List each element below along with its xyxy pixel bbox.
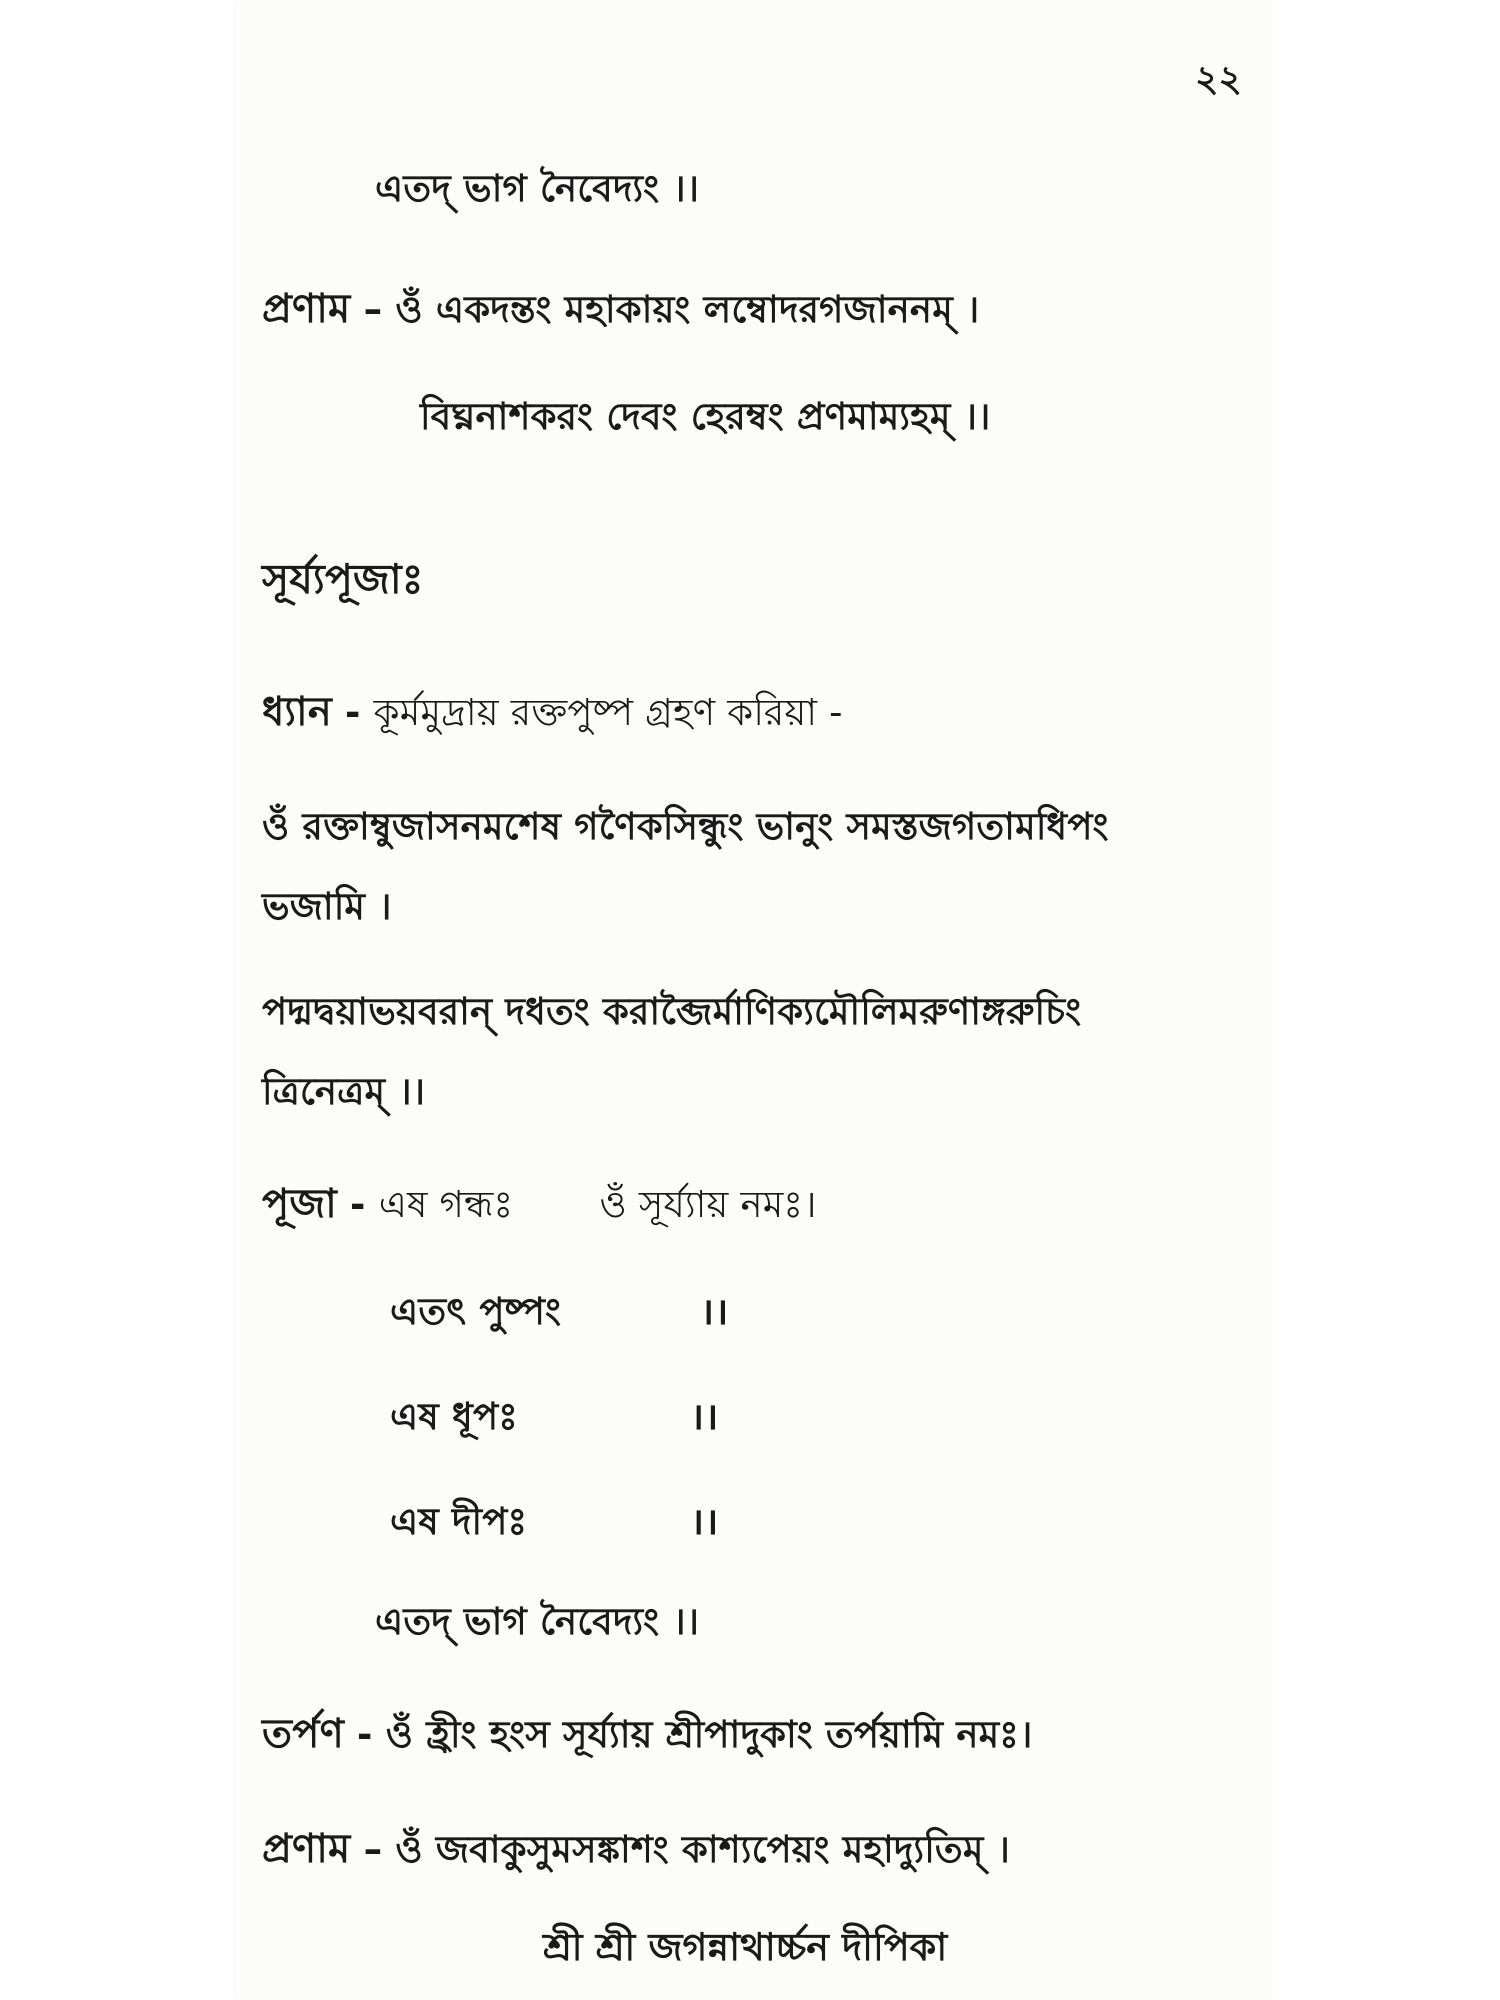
pranam-label: প্রণাম: [262, 286, 351, 332]
section-heading-surya-puja: সূর্য্যপূজাঃ: [262, 555, 424, 603]
puja-line: [262, 1180, 817, 1228]
dhyan-label: ধ্যান: [262, 689, 332, 735]
dash: –: [363, 1828, 383, 1871]
dhyan-mantra-line-2: ভজামি ।: [262, 885, 392, 928]
naivedya-line-1: এতদ্ ভাগ নৈবেদ্যং ।।: [375, 167, 700, 210]
pranam-line-2: বিঘ্ননাশকরং দেবং হেরম্বং প্রণমাম্যহম্ ।।: [420, 395, 991, 438]
tarpan-mantra: ওঁ হ্রীং হংস সূর্য্যায় শ্রীপাদুকাং তর্পয়ামি নমঃ।: [385, 1713, 1033, 1756]
dhyan-instruction: কূর্মমুদ্রায় রক্তপুষ্প গ্রহণ করিয়া -: [373, 691, 843, 734]
tarpan-line: [262, 1710, 1033, 1758]
offering-pushpa: এতৎ পুষ্পং: [390, 1290, 562, 1333]
dash: -: [345, 691, 361, 734]
pranam-mantra: ওঁ একদন্তং মহাকায়ং লম্বোদরগজাননম্ ।: [395, 288, 980, 331]
naivedya-line-2: এতদ্ ভাগ নৈবেদ্যং ।।: [375, 1600, 700, 1643]
dhyan-mantra-line-3: পদ্মদ্বয়াভয়বরান্ দধতং করাব্জৈর্মাণিক্যমৌলিমরুণাঙ্গরুচিং: [262, 990, 1082, 1033]
double-danda-mark: ।।: [690, 1395, 719, 1438]
pranam-line-1: [262, 285, 979, 333]
offering-dipa: এষ দীপঃ: [390, 1500, 528, 1543]
dash: –: [363, 288, 383, 331]
pranam-line-3: [262, 1825, 1010, 1873]
double-danda-mark: ।।: [700, 1290, 729, 1333]
offering-gandha: এষ গন্ধঃ: [378, 1183, 514, 1226]
tarpan-label: তর্পণ: [262, 1711, 344, 1757]
dhyan-line: [262, 688, 843, 736]
dash: -: [350, 1183, 366, 1226]
offering-dhupa: এষ ধূপঃ: [390, 1395, 519, 1438]
page-number: ২২: [1195, 59, 1242, 100]
double-danda-mark: ।।: [690, 1500, 719, 1543]
pranam-mantra: ওঁ জবাকুসুমসঙ্কাশং কাশ্যপেয়ং মহাদ্যুতিম্ ।: [395, 1828, 1011, 1871]
pranam-label: প্রণাম: [262, 1826, 351, 1872]
dash: -: [357, 1713, 373, 1756]
running-footer-book-title: শ্রী শ্রী জগন্নাথার্চ্চন দীপিকা: [543, 1925, 948, 1969]
puja-label: পূজা: [262, 1181, 337, 1227]
surya-namah-mantra: ওঁ সূর্য্যায় নমঃ।: [599, 1183, 817, 1226]
dhyan-mantra-line-4: ত্রিনেত্রম্ ।।: [262, 1070, 426, 1113]
dhyan-mantra-line-1: ওঁ রক্তাম্বুজাসনমশেষ গণৈকসিন্ধুং ভানুং সমস্তজগতামধিপং: [262, 805, 1109, 848]
